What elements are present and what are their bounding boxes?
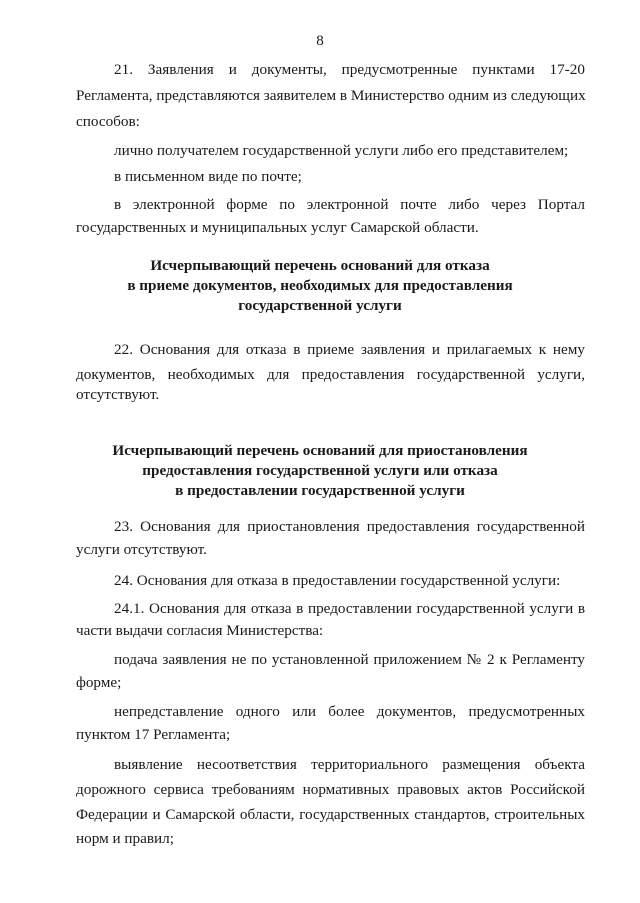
heading-1-line-2: в приеме документов, необходимых для предоставления [127, 277, 513, 294]
reason-2-line-2: пунктом 17 Регламента; [76, 726, 231, 743]
reason-3-line-3: Федерации и Самарской области, государственных стандартов, строительных [76, 806, 585, 823]
heading-2-line-1: Исчерпывающий перечень оснований для приостановления [112, 442, 528, 459]
paragraph-24-1-line-2: части выдачи согласия Министерства: [76, 622, 324, 639]
reason-3-line-2: дорожного сервиса требованиям нормативных правовых актов Российской [76, 781, 585, 798]
paragraph-22-line-1: 22. Основания для отказа в приеме заявления и прилагаемых к нему [114, 341, 585, 358]
paragraph-23-line-2: услуги отсутствуют. [76, 541, 207, 558]
paragraph-22-line-3: отсутствуют. [76, 386, 160, 403]
paragraph-24-1-line-1: 24.1. Основания для отказа в предоставлении государственной услуги в [114, 600, 585, 617]
paragraph-21-line-1: 21. Заявления и документы, предусмотренные пунктами 17-20 [114, 61, 585, 78]
paragraph-23-line-1: 23. Основания для приостановления предоставления государственной [114, 518, 585, 535]
page-number: 8 [316, 33, 324, 49]
reason-3-line-4: норм и правил; [76, 830, 174, 847]
paragraph-24: 24. Основания для отказа в предоставлении государственной услуги: [114, 572, 561, 589]
paragraph-21-line-2: Регламента, представляются заявителем в Министерство одним из следующих [76, 87, 586, 104]
method-by-mail: в письменном виде по почте; [114, 168, 302, 185]
reason-2-line-1: непредставление одного или более документов, предусмотренных [114, 703, 585, 720]
method-in-person: лично получателем государственной услуги либо его представителем; [114, 142, 569, 159]
method-electronic-line-1: в электронной форме по электронной почте либо через Портал [114, 196, 585, 213]
heading-1-line-1: Исчерпывающий перечень оснований для отказа [150, 257, 490, 274]
reason-1-line-2: форме; [76, 674, 122, 691]
method-electronic-line-2: государственных и муниципальных услуг Самарской области. [76, 219, 479, 236]
reason-3-line-1: выявление несоответствия территориального размещения объекта [114, 756, 585, 773]
paragraph-22-line-2: документов, необходимых для предоставления государственной услуги, [76, 366, 585, 383]
heading-2-line-2: предоставления государственной услуги или отказа [142, 462, 498, 479]
reason-1-line-1: подача заявления не по установленной приложением № 2 к Регламенту [114, 651, 585, 668]
paragraph-21-line-3: способов: [76, 113, 140, 130]
heading-2-line-3: в предоставлении государственной услуги [175, 482, 465, 499]
heading-1-line-3: государственной услуги [238, 297, 402, 314]
